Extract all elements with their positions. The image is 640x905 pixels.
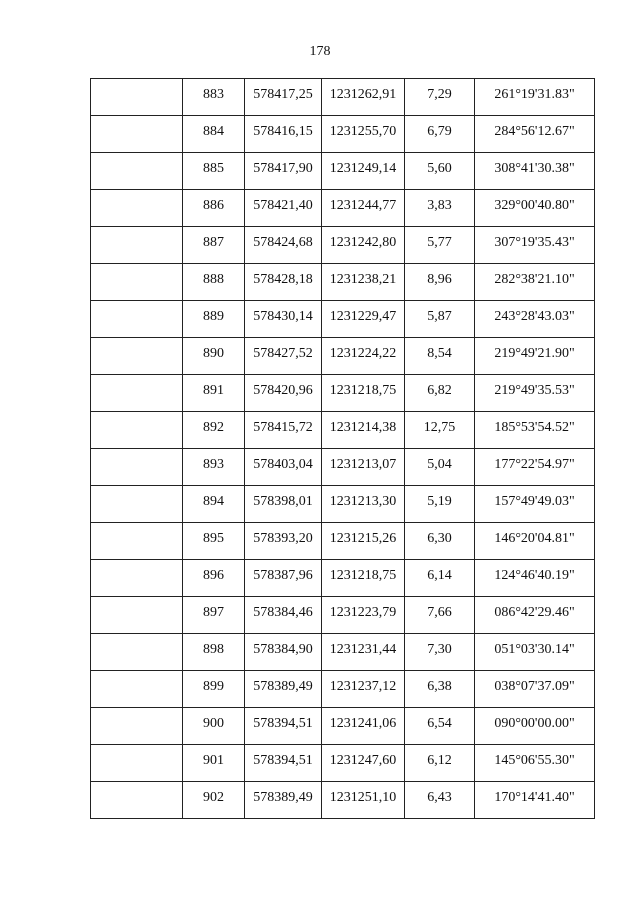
empty-cell bbox=[91, 597, 183, 634]
bearing-angle-text: 038°07'37.09" bbox=[494, 679, 575, 694]
bearing-angle-text: 146°20'04.81" bbox=[494, 531, 575, 546]
y-coordinate-text: 1231242,80 bbox=[329, 235, 397, 250]
point-number-text: 888 bbox=[203, 272, 224, 287]
point-number-cell bbox=[183, 79, 245, 116]
segment-length-cell bbox=[405, 338, 475, 375]
table-row bbox=[91, 375, 595, 412]
y-coordinate-text: 1231241,06 bbox=[329, 716, 397, 731]
segment-length-cell bbox=[405, 634, 475, 671]
empty-cell bbox=[91, 79, 183, 116]
empty-cell bbox=[91, 782, 183, 819]
bearing-angle-text: 329°00'40.80" bbox=[494, 198, 575, 213]
segment-length-text: 6,79 bbox=[427, 124, 452, 139]
empty-cell bbox=[91, 412, 183, 449]
empty-cell bbox=[91, 560, 183, 597]
segment-length-text: 5,19 bbox=[427, 494, 452, 509]
bearing-angle-text: 243°28'43.03" bbox=[494, 309, 575, 324]
y-coordinate-cell bbox=[322, 190, 405, 227]
empty-cell bbox=[91, 375, 183, 412]
x-coordinate-cell bbox=[245, 79, 322, 116]
x-coordinate-text: 578384,46 bbox=[253, 605, 313, 620]
segment-length-text: 7,66 bbox=[427, 605, 452, 620]
y-coordinate-text: 1231231,44 bbox=[329, 642, 397, 657]
segment-length-text: 8,96 bbox=[427, 272, 452, 287]
point-number-cell bbox=[183, 449, 245, 486]
table-row bbox=[91, 745, 595, 782]
segment-length-cell bbox=[405, 523, 475, 560]
point-number-text: 883 bbox=[203, 87, 224, 102]
x-coordinate-cell bbox=[245, 671, 322, 708]
segment-length-cell bbox=[405, 745, 475, 782]
table-row bbox=[91, 634, 595, 671]
bearing-angle-text: 177°22'54.97" bbox=[494, 457, 575, 472]
x-coordinate-cell bbox=[245, 708, 322, 745]
segment-length-cell bbox=[405, 412, 475, 449]
bearing-angle-cell bbox=[475, 449, 595, 486]
empty-cell bbox=[91, 523, 183, 560]
table-row bbox=[91, 190, 595, 227]
x-coordinate-text: 578389,49 bbox=[253, 790, 313, 805]
y-coordinate-text: 1231223,79 bbox=[329, 605, 397, 620]
bearing-angle-text: 124°46'40.19" bbox=[494, 568, 575, 583]
coordinates-table bbox=[90, 78, 595, 819]
y-coordinate-text: 1231213,30 bbox=[329, 494, 397, 509]
segment-length-text: 5,87 bbox=[427, 309, 452, 324]
bearing-angle-text: 185°53'54.52" bbox=[494, 420, 575, 435]
segment-length-cell bbox=[405, 301, 475, 338]
point-number-cell bbox=[183, 671, 245, 708]
segment-length-cell bbox=[405, 227, 475, 264]
y-coordinate-text: 1231244,77 bbox=[329, 198, 397, 213]
bearing-angle-text: 284°56'12.67" bbox=[494, 124, 575, 139]
bearing-angle-cell bbox=[475, 79, 595, 116]
x-coordinate-text: 578417,25 bbox=[253, 87, 313, 102]
segment-length-cell bbox=[405, 449, 475, 486]
y-coordinate-cell bbox=[322, 375, 405, 412]
y-coordinate-text: 1231238,21 bbox=[329, 272, 397, 287]
point-number-cell bbox=[183, 412, 245, 449]
point-number-cell bbox=[183, 560, 245, 597]
x-coordinate-cell bbox=[245, 153, 322, 190]
bearing-angle-text: 051°03'30.14" bbox=[494, 642, 575, 657]
segment-length-cell bbox=[405, 153, 475, 190]
x-coordinate-cell bbox=[245, 560, 322, 597]
bearing-angle-text: 170°14'41.40" bbox=[494, 790, 575, 805]
point-number-cell bbox=[183, 190, 245, 227]
segment-length-text: 6,82 bbox=[427, 383, 452, 398]
point-number-text: 890 bbox=[203, 346, 224, 361]
bearing-angle-text: 261°19'31.83" bbox=[494, 87, 575, 102]
point-number-text: 896 bbox=[203, 568, 224, 583]
point-number-cell bbox=[183, 153, 245, 190]
table-row bbox=[91, 301, 595, 338]
x-coordinate-text: 578415,72 bbox=[253, 420, 313, 435]
table-row bbox=[91, 486, 595, 523]
y-coordinate-cell bbox=[322, 449, 405, 486]
x-coordinate-text: 578427,52 bbox=[253, 346, 313, 361]
segment-length-cell bbox=[405, 486, 475, 523]
x-coordinate-cell bbox=[245, 597, 322, 634]
point-number-text: 885 bbox=[203, 161, 224, 176]
segment-length-cell bbox=[405, 782, 475, 819]
y-coordinate-text: 1231214,38 bbox=[329, 420, 397, 435]
bearing-angle-text: 219°49'21.90" bbox=[494, 346, 575, 361]
bearing-angle-text: 308°41'30.38" bbox=[494, 161, 575, 176]
point-number-text: 902 bbox=[203, 790, 224, 805]
segment-length-cell bbox=[405, 375, 475, 412]
x-coordinate-text: 578421,40 bbox=[253, 198, 313, 213]
point-number-text: 899 bbox=[203, 679, 224, 694]
x-coordinate-cell bbox=[245, 190, 322, 227]
bearing-angle-text: 219°49'35.53" bbox=[494, 383, 575, 398]
segment-length-text: 6,30 bbox=[427, 531, 452, 546]
x-coordinate-cell bbox=[245, 412, 322, 449]
empty-cell bbox=[91, 153, 183, 190]
y-coordinate-cell bbox=[322, 301, 405, 338]
bearing-angle-cell bbox=[475, 523, 595, 560]
point-number-text: 893 bbox=[203, 457, 224, 472]
y-coordinate-text: 1231237,12 bbox=[329, 679, 397, 694]
bearing-angle-cell bbox=[475, 227, 595, 264]
point-number-cell bbox=[183, 708, 245, 745]
y-coordinate-cell bbox=[322, 560, 405, 597]
point-number-cell bbox=[183, 634, 245, 671]
x-coordinate-text: 578403,04 bbox=[253, 457, 313, 472]
table-row bbox=[91, 523, 595, 560]
point-number-cell bbox=[183, 116, 245, 153]
x-coordinate-text: 578393,20 bbox=[253, 531, 313, 546]
y-coordinate-cell bbox=[322, 634, 405, 671]
bearing-angle-cell bbox=[475, 375, 595, 412]
bearing-angle-text: 090°00'00.00" bbox=[494, 716, 575, 731]
bearing-angle-cell bbox=[475, 597, 595, 634]
point-number-cell bbox=[183, 486, 245, 523]
segment-length-text: 7,29 bbox=[427, 87, 452, 102]
point-number-text: 884 bbox=[203, 124, 224, 139]
segment-length-text: 6,12 bbox=[427, 753, 452, 768]
bearing-angle-cell bbox=[475, 412, 595, 449]
segment-length-text: 6,38 bbox=[427, 679, 452, 694]
bearing-angle-cell bbox=[475, 671, 595, 708]
point-number-cell bbox=[183, 264, 245, 301]
x-coordinate-cell bbox=[245, 486, 322, 523]
segment-length-text: 8,54 bbox=[427, 346, 452, 361]
segment-length-cell bbox=[405, 560, 475, 597]
table-row bbox=[91, 597, 595, 634]
y-coordinate-cell bbox=[322, 671, 405, 708]
segment-length-cell bbox=[405, 264, 475, 301]
segment-length-text: 3,83 bbox=[427, 198, 452, 213]
x-coordinate-text: 578394,51 bbox=[253, 753, 313, 768]
segment-length-text: 12,75 bbox=[423, 420, 456, 435]
y-coordinate-text: 1231255,70 bbox=[329, 124, 397, 139]
y-coordinate-cell bbox=[322, 227, 405, 264]
x-coordinate-cell bbox=[245, 301, 322, 338]
x-coordinate-cell bbox=[245, 264, 322, 301]
x-coordinate-cell bbox=[245, 523, 322, 560]
y-coordinate-text: 1231215,26 bbox=[329, 531, 397, 546]
bearing-angle-cell bbox=[475, 745, 595, 782]
segment-length-text: 5,60 bbox=[427, 161, 452, 176]
empty-cell bbox=[91, 190, 183, 227]
point-number-text: 892 bbox=[203, 420, 224, 435]
x-coordinate-text: 578420,96 bbox=[253, 383, 313, 398]
table-row bbox=[91, 116, 595, 153]
y-coordinate-cell bbox=[322, 782, 405, 819]
y-coordinate-cell bbox=[322, 153, 405, 190]
coordinates-table-body bbox=[91, 79, 595, 819]
y-coordinate-cell bbox=[322, 523, 405, 560]
x-coordinate-cell bbox=[245, 782, 322, 819]
table-row bbox=[91, 153, 595, 190]
x-coordinate-cell bbox=[245, 116, 322, 153]
table-row bbox=[91, 671, 595, 708]
segment-length-text: 7,30 bbox=[427, 642, 452, 657]
empty-cell bbox=[91, 449, 183, 486]
x-coordinate-cell bbox=[245, 338, 322, 375]
point-number-cell bbox=[183, 597, 245, 634]
segment-length-text: 6,54 bbox=[427, 716, 452, 731]
y-coordinate-cell bbox=[322, 116, 405, 153]
segment-length-text: 6,43 bbox=[427, 790, 452, 805]
y-coordinate-cell bbox=[322, 412, 405, 449]
y-coordinate-text: 1231224,22 bbox=[329, 346, 397, 361]
segment-length-cell bbox=[405, 116, 475, 153]
x-coordinate-text: 578394,51 bbox=[253, 716, 313, 731]
x-coordinate-text: 578387,96 bbox=[253, 568, 313, 583]
segment-length-text: 5,04 bbox=[427, 457, 452, 472]
table-row bbox=[91, 412, 595, 449]
bearing-angle-text: 086°42'29.46" bbox=[494, 605, 575, 620]
x-coordinate-text: 578389,49 bbox=[253, 679, 313, 694]
segment-length-text: 5,77 bbox=[427, 235, 452, 250]
x-coordinate-text: 578416,15 bbox=[253, 124, 313, 139]
empty-cell bbox=[91, 338, 183, 375]
point-number-cell bbox=[183, 523, 245, 560]
y-coordinate-text: 1231249,14 bbox=[329, 161, 397, 176]
table-row bbox=[91, 79, 595, 116]
point-number-text: 889 bbox=[203, 309, 224, 324]
y-coordinate-text: 1231229,47 bbox=[329, 309, 397, 324]
point-number-cell bbox=[183, 227, 245, 264]
y-coordinate-cell bbox=[322, 264, 405, 301]
bearing-angle-text: 145°06'55.30" bbox=[494, 753, 575, 768]
x-coordinate-cell bbox=[245, 227, 322, 264]
bearing-angle-cell bbox=[475, 153, 595, 190]
point-number-text: 895 bbox=[203, 531, 224, 546]
segment-length-cell bbox=[405, 671, 475, 708]
bearing-angle-cell bbox=[475, 634, 595, 671]
bearing-angle-cell bbox=[475, 782, 595, 819]
segment-length-cell bbox=[405, 708, 475, 745]
x-coordinate-cell bbox=[245, 375, 322, 412]
empty-cell bbox=[91, 486, 183, 523]
empty-cell bbox=[91, 116, 183, 153]
point-number-text: 897 bbox=[203, 605, 224, 620]
y-coordinate-cell bbox=[322, 79, 405, 116]
table-row bbox=[91, 264, 595, 301]
y-coordinate-cell bbox=[322, 338, 405, 375]
segment-length-cell bbox=[405, 79, 475, 116]
point-number-cell bbox=[183, 301, 245, 338]
empty-cell bbox=[91, 708, 183, 745]
x-coordinate-text: 578428,18 bbox=[253, 272, 313, 287]
point-number-text: 891 bbox=[203, 383, 224, 398]
point-number-text: 886 bbox=[203, 198, 224, 213]
empty-cell bbox=[91, 264, 183, 301]
table-row bbox=[91, 782, 595, 819]
y-coordinate-cell bbox=[322, 745, 405, 782]
x-coordinate-cell bbox=[245, 745, 322, 782]
empty-cell bbox=[91, 671, 183, 708]
y-coordinate-text: 1231218,75 bbox=[329, 568, 397, 583]
bearing-angle-text: 157°49'49.03" bbox=[494, 494, 575, 509]
point-number-cell bbox=[183, 745, 245, 782]
segment-length-cell bbox=[405, 190, 475, 227]
empty-cell bbox=[91, 227, 183, 264]
table-row bbox=[91, 449, 595, 486]
bearing-angle-cell bbox=[475, 116, 595, 153]
y-coordinate-text: 1231218,75 bbox=[329, 383, 397, 398]
y-coordinate-cell bbox=[322, 708, 405, 745]
y-coordinate-text: 1231247,60 bbox=[329, 753, 397, 768]
table-row bbox=[91, 560, 595, 597]
bearing-angle-cell bbox=[475, 708, 595, 745]
x-coordinate-text: 578417,90 bbox=[253, 161, 313, 176]
point-number-cell bbox=[183, 338, 245, 375]
empty-cell bbox=[91, 745, 183, 782]
y-coordinate-cell bbox=[322, 597, 405, 634]
bearing-angle-cell bbox=[475, 190, 595, 227]
x-coordinate-cell bbox=[245, 449, 322, 486]
point-number-cell bbox=[183, 375, 245, 412]
bearing-angle-cell bbox=[475, 264, 595, 301]
x-coordinate-text: 578384,90 bbox=[253, 642, 313, 657]
point-number-cell bbox=[183, 782, 245, 819]
segment-length-cell bbox=[405, 597, 475, 634]
bearing-angle-cell bbox=[475, 338, 595, 375]
empty-cell bbox=[91, 634, 183, 671]
point-number-text: 887 bbox=[203, 235, 224, 250]
x-coordinate-text: 578398,01 bbox=[253, 494, 313, 509]
point-number-text: 901 bbox=[203, 753, 224, 768]
bearing-angle-cell bbox=[475, 486, 595, 523]
x-coordinate-text: 578424,68 bbox=[253, 235, 313, 250]
bearing-angle-cell bbox=[475, 301, 595, 338]
page-number: 178 bbox=[309, 44, 331, 59]
bearing-angle-cell bbox=[475, 560, 595, 597]
bearing-angle-text: 282°38'21.10" bbox=[494, 272, 575, 287]
bearing-angle-text: 307°19'35.43" bbox=[494, 235, 575, 250]
x-coordinate-text: 578430,14 bbox=[253, 309, 313, 324]
segment-length-text: 6,14 bbox=[427, 568, 452, 583]
y-coordinate-text: 1231262,91 bbox=[329, 87, 397, 102]
x-coordinate-cell bbox=[245, 634, 322, 671]
y-coordinate-text: 1231251,10 bbox=[329, 790, 397, 805]
point-number-text: 898 bbox=[203, 642, 224, 657]
table-row bbox=[91, 227, 595, 264]
empty-cell bbox=[91, 301, 183, 338]
table-row bbox=[91, 708, 595, 745]
y-coordinate-cell bbox=[322, 486, 405, 523]
table-row bbox=[91, 338, 595, 375]
point-number-text: 900 bbox=[203, 716, 224, 731]
point-number-text: 894 bbox=[203, 494, 224, 509]
y-coordinate-text: 1231213,07 bbox=[329, 457, 397, 472]
